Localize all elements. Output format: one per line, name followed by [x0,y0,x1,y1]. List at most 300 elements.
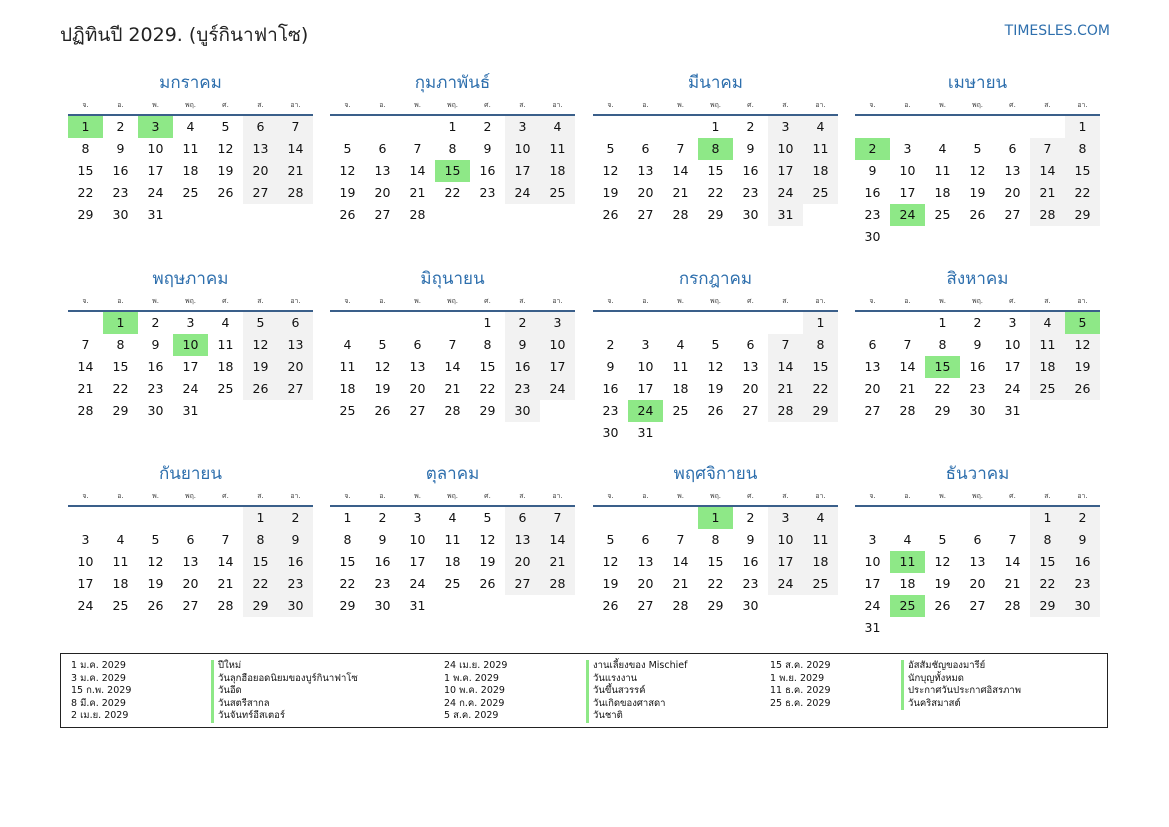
day-cell: 23 [602,403,619,418]
empty-cell [960,116,995,138]
day-grid [855,507,1100,639]
weekday-label: พ. [939,297,946,305]
day-cell: 12 [707,359,724,374]
day-cell: 10 [147,141,164,156]
holiday-date: 1 พ.ย. 2029 [770,672,825,684]
weekday-header [330,96,575,114]
holiday-dates-col-2 [444,660,507,723]
day-cell: 23 [278,573,313,595]
empty-cell [925,507,960,529]
holiday-name: งานเลี้ยงของ Mischief [586,660,687,673]
day-cell: 26 [934,598,951,613]
holiday-day-cell: 25 [890,595,925,617]
day-cell: 2 [1065,507,1100,529]
day-cell: 4 [938,141,947,156]
day-cell: 2 [746,119,755,134]
weekday-label: ส. [257,297,264,305]
day-cell: 22 [339,576,356,591]
day-cell: 14 [672,554,689,569]
weekday-label: พฤ. [184,297,197,305]
weekday-label: อ. [379,101,386,109]
day-cell: 13 [505,529,540,551]
day-cell: 20 [409,381,426,396]
weekday-header [593,96,838,114]
day-cell: 8 [343,532,352,547]
month-9 [68,461,313,617]
weekday-label: จ. [344,297,351,305]
day-cell: 12 [934,554,951,569]
day-cell: 4 [186,119,195,134]
day-cell: 22 [77,185,94,200]
month-7 [593,266,838,444]
day-cell: 5 [221,119,230,134]
day-cell: 11 [803,529,838,551]
day-cell: 13 [182,554,199,569]
day-cell: 2 [973,315,982,330]
day-cell: 9 [116,141,125,156]
day-cell: 1 [1065,116,1100,138]
day-cell: 29 [803,400,838,422]
day-cell: 16 [742,554,759,569]
day-cell: 9 [378,532,387,547]
empty-cell [855,312,890,334]
day-cell: 12 [602,163,619,178]
day-cell: 16 [505,356,540,378]
day-cell: 26 [243,378,278,400]
day-cell: 28 [1030,204,1065,226]
day-cell: 30 [147,403,164,418]
day-cell: 30 [1065,595,1100,617]
day-cell: 28 [1004,598,1021,613]
day-cell: 10 [768,529,803,551]
weekday-label: พ. [152,492,159,500]
day-cell: 7 [448,337,457,352]
month-name: กรกฎาคม [678,269,753,289]
holiday-date: 15 ก.พ. 2029 [71,685,132,696]
empty-cell [138,507,173,529]
weekday-label: ส. [519,297,526,305]
day-cell: 28 [278,182,313,204]
day-cell: 9 [483,141,492,156]
day-cell: 25 [444,576,461,591]
day-cell: 3 [768,116,803,138]
holiday-date: 3 ม.ค. 2029 [71,672,126,684]
day-cell: 5 [343,141,352,156]
day-cell: 3 [903,141,912,156]
day-cell: 16 [742,163,759,178]
weekday-label: พฤ. [446,297,459,305]
day-cell: 31 [864,620,881,635]
day-cell: 4 [221,315,230,330]
day-cell: 29 [77,207,94,222]
day-cell: 2 [483,119,492,134]
day-cell: 6 [868,337,877,352]
empty-cell [435,312,470,334]
day-cell: 7 [1008,532,1017,547]
day-cell: 11 [934,163,951,178]
month-1 [68,70,313,226]
holiday-day-cell: 5 [1065,312,1100,334]
day-cell: 3 [768,507,803,529]
day-cell: 21 [768,378,803,400]
weekday-label: อา. [1077,492,1088,500]
weekday-label: พฤ. [971,101,984,109]
day-cell: 6 [641,532,650,547]
day-cell: 19 [243,356,278,378]
day-cell: 5 [243,312,278,334]
day-cell: 18 [1030,356,1065,378]
day-cell: 18 [899,576,916,591]
day-cell: 13 [969,554,986,569]
day-cell: 17 [182,359,199,374]
day-cell: 11 [672,359,689,374]
day-cell: 10 [864,554,881,569]
day-cell: 2 [505,312,540,334]
day-cell: 21 [217,576,234,591]
day-cell: 14 [1004,554,1021,569]
day-cell: 9 [505,334,540,356]
day-cell: 3 [505,116,540,138]
day-cell: 3 [540,312,575,334]
month-name: มกราคม [159,73,222,93]
day-cell: 20 [505,551,540,573]
day-cell: 16 [864,185,881,200]
holiday-date: 11 ธ.ค. 2029 [770,685,831,696]
day-cell: 30 [742,207,759,222]
day-cell: 22 [1065,182,1100,204]
day-cell: 12 [243,334,278,356]
day-cell: 14 [217,554,234,569]
day-cell: 14 [540,529,575,551]
empty-cell [628,312,663,334]
holiday-date: 2 เม.ย. 2029 [71,710,129,721]
day-cell: 21 [899,381,916,396]
day-cell: 1 [1030,507,1065,529]
weekday-header [855,292,1100,310]
weekday-header [593,292,838,310]
weekday-label: จ. [869,101,876,109]
day-cell: 18 [672,381,689,396]
empty-cell [208,507,243,529]
weekday-header [855,96,1100,114]
day-cell: 13 [278,334,313,356]
day-cell: 1 [483,315,492,330]
holiday-dates-col-3 [770,660,831,710]
day-cell: 30 [505,400,540,422]
day-cell: 9 [746,532,755,547]
day-cell: 24 [182,381,199,396]
weekday-label: อ. [642,492,649,500]
weekday-label: ส. [1044,492,1051,500]
day-cell: 25 [934,207,951,222]
day-cell: 11 [444,532,461,547]
day-cell: 11 [339,359,356,374]
weekday-label: ส. [782,297,789,305]
day-cell: 19 [479,554,496,569]
holiday-day-cell: 10 [173,334,208,356]
day-cell: 19 [707,381,724,396]
day-cell: 25 [672,403,689,418]
weekday-label: จ. [607,492,614,500]
weekday-label: จ. [869,492,876,500]
weekday-label: พ. [152,297,159,305]
weekday-header [593,487,838,505]
day-cell: 23 [969,381,986,396]
day-cell: 19 [374,381,391,396]
day-cell: 16 [479,163,496,178]
empty-cell [663,507,698,529]
holiday-date: 25 ธ.ค. 2029 [770,697,831,709]
day-cell: 10 [1004,337,1021,352]
weekday-label: อ. [379,492,386,500]
weekday-label: พฤ. [709,297,722,305]
day-cell: 5 [606,532,615,547]
weekday-label: อ. [117,297,124,305]
day-cell: 20 [969,576,986,591]
month-name: สิงหาคม [946,269,1009,289]
weekday-label: อา. [815,492,826,500]
day-cell: 21 [1030,182,1065,204]
weekday-label: พ. [677,492,684,500]
month-name: เมษายน [947,73,1008,93]
day-cell: 7 [676,532,685,547]
weekday-label: พฤ. [184,101,197,109]
day-cell: 12 [602,554,619,569]
weekday-label: พ. [939,101,946,109]
day-cell: 29 [707,207,724,222]
holiday-day-cell: 24 [890,204,925,226]
month-name: พฤศจิกายน [673,464,758,484]
day-cell: 8 [803,334,838,356]
holiday-date: 5 ส.ค. 2029 [444,710,499,721]
month-8 [855,266,1100,422]
day-cell: 19 [1065,356,1100,378]
day-grid [593,116,838,226]
day-cell: 26 [602,207,619,222]
empty-cell [960,507,995,529]
day-cell: 29 [934,403,951,418]
day-grid [68,312,313,422]
day-cell: 8 [116,337,125,352]
day-cell: 21 [278,160,313,182]
weekday-label: ศ. [484,297,491,305]
day-cell: 14 [77,359,94,374]
holiday-list [60,653,1108,728]
weekday-header [68,96,313,114]
day-cell: 23 [742,185,759,200]
day-cell: 21 [672,576,689,591]
holiday-name: วันขึ้นสวรรค์ [586,685,687,698]
day-cell: 4 [116,532,125,547]
day-cell: 4 [803,507,838,529]
weekday-label: ศ. [222,297,229,305]
holiday-name: นักบุญทั้งหมด [901,673,1021,686]
day-cell: 13 [409,359,426,374]
day-cell: 7 [903,337,912,352]
day-cell: 8 [243,529,278,551]
day-cell: 5 [151,532,160,547]
day-cell: 22 [479,381,496,396]
weekday-label: พฤ. [709,492,722,500]
weekday-label: อ. [642,297,649,305]
empty-cell [663,312,698,334]
holiday-name: ประกาศวันประกาศอิสรภาพ [901,685,1021,698]
day-cell: 3 [1008,315,1017,330]
day-cell: 20 [864,381,881,396]
day-cell: 7 [81,337,90,352]
site-link[interactable]: TIMESLES.COM [1004,23,1110,39]
weekday-label: ศ. [1009,297,1016,305]
day-cell: 1 [711,119,720,134]
day-cell: 8 [448,141,457,156]
day-cell: 11 [803,138,838,160]
weekday-label: อา. [290,297,301,305]
empty-cell [593,507,628,529]
day-cell: 24 [1004,381,1021,396]
day-cell: 8 [1065,138,1100,160]
day-cell: 15 [707,163,724,178]
holiday-names-col-2 [586,660,687,723]
weekday-label: พฤ. [709,101,722,109]
day-cell: 15 [1030,551,1065,573]
day-cell: 27 [637,598,654,613]
weekday-label: พ. [677,101,684,109]
weekday-label: จ. [607,297,614,305]
day-cell: 3 [81,532,90,547]
weekday-label: ศ. [222,101,229,109]
day-cell: 22 [707,576,724,591]
day-cell: 6 [378,141,387,156]
day-cell: 15 [339,554,356,569]
day-cell: 13 [1004,163,1021,178]
day-cell: 26 [707,403,724,418]
weekday-label: อา. [1077,297,1088,305]
day-cell: 15 [707,554,724,569]
day-cell: 5 [973,141,982,156]
day-cell: 9 [868,163,877,178]
day-cell: 20 [742,381,759,396]
day-grid [330,507,575,617]
holiday-names-col-3 [901,660,1021,710]
day-cell: 22 [803,378,838,400]
empty-cell [855,507,890,529]
holiday-day-cell: 8 [698,138,733,160]
holiday-date: 1 ม.ค. 2029 [71,660,126,671]
day-cell: 23 [479,185,496,200]
weekday-header [855,487,1100,505]
day-cell: 1 [803,312,838,334]
day-cell: 11 [182,141,199,156]
day-cell: 7 [676,141,685,156]
day-cell: 21 [409,185,426,200]
day-cell: 4 [803,116,838,138]
day-cell: 18 [803,160,838,182]
day-cell: 20 [637,185,654,200]
holiday-dates-col-1 [71,660,131,723]
day-cell: 14 [1030,160,1065,182]
day-cell: 14 [444,359,461,374]
weekday-label: อ. [904,297,911,305]
empty-cell [365,312,400,334]
day-cell: 26 [147,598,164,613]
day-cell: 13 [637,554,654,569]
empty-cell [925,116,960,138]
empty-cell [995,507,1030,529]
holiday-date: 10 พ.ค. 2029 [444,685,505,696]
day-cell: 21 [540,551,575,573]
empty-cell [890,312,925,334]
holiday-day-cell: 1 [103,312,138,334]
day-cell: 7 [768,334,803,356]
day-cell: 25 [112,598,129,613]
day-cell: 17 [77,576,94,591]
day-grid [593,312,838,444]
weekday-label: จ. [82,492,89,500]
weekday-label: ศ. [222,492,229,500]
day-cell: 27 [243,182,278,204]
day-cell: 25 [540,182,575,204]
day-cell: 10 [409,532,426,547]
day-cell: 12 [339,163,356,178]
day-cell: 21 [444,381,461,396]
day-cell: 10 [77,554,94,569]
weekday-label: พ. [414,297,421,305]
holiday-date: 8 มี.ค. 2029 [71,697,126,709]
day-cell: 31 [1004,403,1021,418]
day-cell: 18 [112,576,129,591]
weekday-label: อา. [815,101,826,109]
day-cell: 24 [77,598,94,613]
month-12 [855,461,1100,639]
month-11 [593,461,838,617]
day-cell: 9 [1065,529,1100,551]
holiday-day-cell: 1 [68,116,103,138]
day-cell: 31 [147,207,164,222]
day-cell: 16 [1065,551,1100,573]
empty-cell [628,116,663,138]
month-2 [330,70,575,226]
empty-cell [400,116,435,138]
holiday-name: วันจันทร์อีสเตอร์ [211,710,358,723]
day-cell: 28 [409,207,426,222]
weekday-label: อ. [117,101,124,109]
day-cell: 11 [540,138,575,160]
day-cell: 5 [606,141,615,156]
day-cell: 29 [479,403,496,418]
day-cell: 4 [343,337,352,352]
day-cell: 27 [864,403,881,418]
day-cell: 13 [637,163,654,178]
day-cell: 20 [374,185,391,200]
day-cell: 27 [374,207,391,222]
month-name: กันยายน [158,464,222,484]
day-cell: 30 [112,207,129,222]
weekday-label: พ. [414,101,421,109]
day-cell: 26 [479,576,496,591]
day-cell: 23 [374,576,391,591]
day-cell: 16 [602,381,619,396]
day-cell: 1 [938,315,947,330]
holiday-date: 15 ส.ค. 2029 [770,660,831,671]
day-cell: 29 [243,595,278,617]
day-cell: 7 [540,507,575,529]
holiday-date: 1 พ.ค. 2029 [444,672,499,684]
weekday-label: จ. [344,101,351,109]
day-cell: 2 [606,337,615,352]
day-cell: 18 [444,554,461,569]
weekday-label: อ. [904,101,911,109]
day-cell: 29 [707,598,724,613]
